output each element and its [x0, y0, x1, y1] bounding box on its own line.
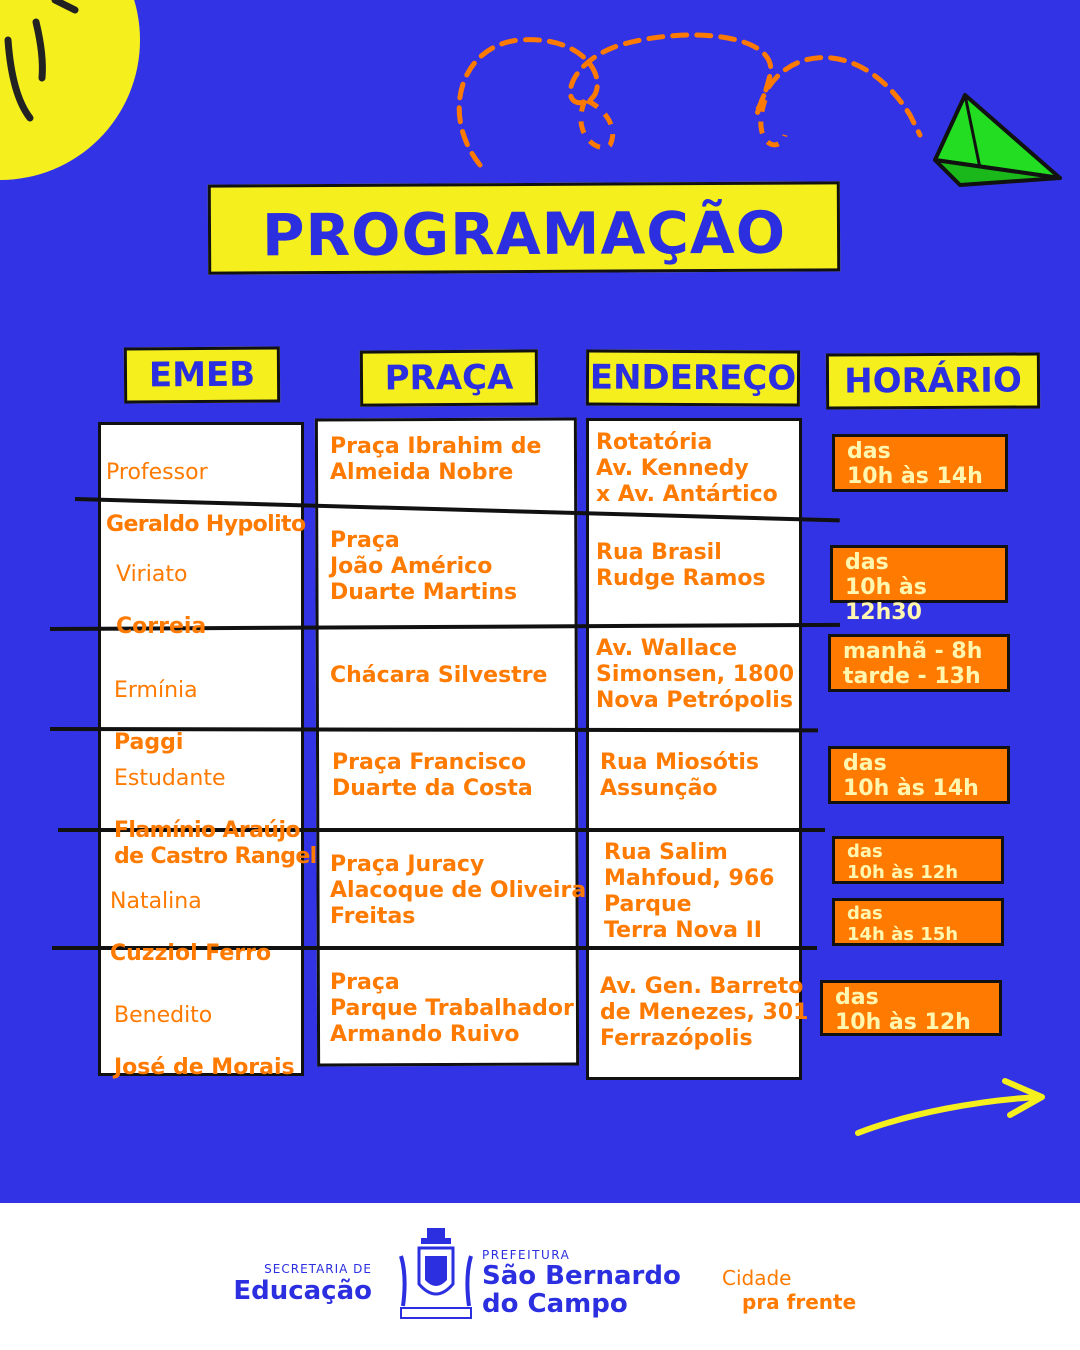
- emeb-name-line1: Benedito: [114, 1003, 213, 1028]
- address: Rua Miosótis Assunção: [600, 750, 760, 801]
- praca-name: Praça Juracy Alacoque de Oliveira Freitas: [330, 852, 587, 929]
- header-endereco: ENDEREÇO: [586, 349, 800, 406]
- header-horario: HORÁRIO: [826, 352, 1040, 409]
- smiley-face-icon: [0, 0, 140, 190]
- slogan-line1: Cidade: [722, 1266, 792, 1290]
- emeb-name: [116, 536, 206, 666]
- address: Av. Gen. Barreto de Menezes, 301 Ferrazópolis: [600, 974, 809, 1051]
- header-praca: PRAÇA: [360, 349, 538, 406]
- coat-of-arms-icon: [397, 1226, 475, 1326]
- emeb-name-line2: Flamínio Araújo de Castro Rangel: [114, 818, 317, 869]
- emeb-name-line1: Professor: [106, 460, 208, 485]
- praca-name: Praça Ibrahim de Almeida Nobre: [330, 434, 542, 485]
- city-name-line2: do Campo: [482, 1289, 628, 1319]
- title-box: [208, 181, 840, 274]
- emeb-name-line1: Natalina: [110, 889, 202, 914]
- praca-name: Praça Parque Trabalhador Armando Ruivo: [330, 970, 574, 1047]
- arrow-right-icon: [850, 1075, 1055, 1140]
- secretaria-logo: [214, 1262, 372, 1306]
- emeb-name-line2: José de Morais: [114, 1055, 295, 1080]
- time-box: manhã - 8h tarde - 13h: [828, 634, 1010, 692]
- time-box: das 10h às 12h: [832, 836, 1004, 884]
- praca-name: Chácara Silvestre: [330, 663, 548, 688]
- time-box: das 14h às 15h: [832, 898, 1004, 946]
- header-emeb: EMEB: [124, 346, 280, 403]
- time-box: das 10h às 12h: [820, 980, 1002, 1036]
- emeb-name: [110, 863, 271, 993]
- address: Rotatória Av. Kennedy x Av. Antártico: [596, 430, 778, 507]
- emeb-name-line2: Correia: [116, 614, 207, 639]
- address: Rua Brasil Rudge Ramos: [596, 540, 766, 591]
- praca-name: Praça Francisco Duarte da Costa: [332, 750, 533, 801]
- time-box: das 10h às 14h: [828, 746, 1010, 804]
- prefeitura-label: PREFEITURA: [482, 1248, 571, 1262]
- paper-plane-icon: [930, 90, 1070, 190]
- slogan: [722, 1266, 856, 1314]
- dashed-loop-path-icon: [440, 25, 940, 185]
- secretaria-label: SECRETARIA DE: [264, 1262, 372, 1276]
- praca-name: Praça João Américo Duarte Martins: [330, 528, 518, 605]
- prefeitura-logo: [482, 1248, 681, 1318]
- address: Rua Salim Mahfoud, 966 Parque Terra Nova II: [604, 840, 775, 943]
- emeb-name-line2: Geraldo Hypolito: [106, 512, 306, 537]
- emeb-name-line1: Viriato: [116, 562, 188, 587]
- slogan-line2: pra frente: [742, 1290, 857, 1314]
- emeb-name-line1: Ermínia: [114, 678, 198, 703]
- time-box: das 10h às 12h30: [830, 545, 1008, 603]
- page-title: PROGRAMAÇÃO: [261, 198, 787, 270]
- address: Av. Wallace Simonsen, 1800 Nova Petrópolis: [596, 636, 795, 713]
- city-name-line1: São Bernardo: [482, 1261, 681, 1291]
- emeb-name-line2: Cuzziol Ferro: [110, 941, 272, 966]
- emeb-name-line2: Paggi: [114, 730, 184, 755]
- emeb-name-line1: Estudante: [114, 766, 226, 791]
- time-box: das 10h às 14h: [832, 434, 1008, 492]
- secretaria-name: Educação: [233, 1276, 372, 1306]
- emeb-name: [114, 977, 295, 1107]
